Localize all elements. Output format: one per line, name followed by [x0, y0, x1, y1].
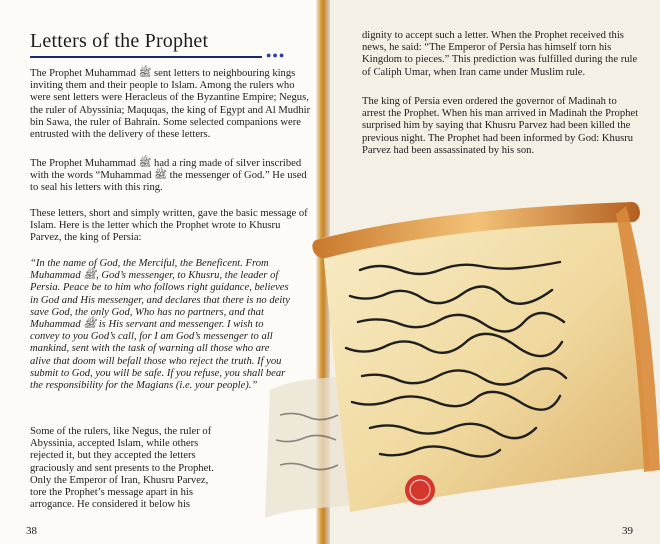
scroll-illustration-icon [230, 200, 660, 520]
title-dots-icon: ●●● [266, 50, 286, 60]
paragraph-letters-sent: The Prophet Muhammad ﷺ sent letters to neighbouring kings inviting them and their people to Islam. Among the rulers who were sent letters were Heracleus of the Byzantine Empire; Negus, the ruler of Abyssinia; Maquqas, the king of Egypt and Al Mudhir bin Sawa, the ruler of Bahrain. Some selected companions were entrusted with the delivery of these letters. [30, 68, 311, 141]
letter-quotation: “In the name of God, the Merciful, the Beneficent. From Muhammad ﷺ, God’s messenger, to Khusru, the leader of Persia. Peace be to him who follows right guidance, believes in God and His messenger, and declares that there is no deity save God, the only God, Who has no partners, and that Muhammad ﷺ is His servant and messenger. I wish to convey to you God’s call, for I am God’s messenger to all mankind, sent with the task of warning all those who are alive that doom will befall those who reject the truth. If you submit to God, you will be safe. If you refuse, you shall bear the responsibility for the Magians (i.e. your people).” [30, 258, 290, 392]
page-title: Letters of the Prophet [30, 30, 209, 52]
title-underline [30, 56, 262, 58]
paragraph-rulers-response: Some of the rulers, like Negus, the ruler of Abyssinia, accepted Islam, while others rejected it, but they accepted the letters graciously and sent presents to the Prophet. Only the Emperor of Iran, Khusru Parvez, tore the Prophet’s message apart in his arrogance. He considered it below his [30, 426, 214, 511]
paragraph-letter-intro: These letters, short and simply written, gave the basic message of Islam. Here is the letter which the Prophet wrote to Khusru Parvez, the king of Persia: [30, 208, 308, 244]
page-number-right: 39 [622, 525, 633, 537]
page-number-left: 38 [26, 525, 37, 537]
paragraph-prediction: dignity to accept such a letter. When the Prophet received this news, he said: “The Emperor of Persia has himself torn his Kingdom to pieces.” This prediction was fulfilled during the rule of Caliph Umar, when Iran came under Muslim rule. [362, 30, 638, 78]
paragraph-king-of-persia: The king of Persia even ordered the governor of Madinah to arrest the Prophet. When his man arrived in Madinah the Prophet surprised him by saying that Khusru Parvez had been killed the previous night. The Prophet had been informed by God: Khusru Parvez had been assassinated by his son. [362, 96, 639, 156]
paragraph-silver-ring: The Prophet Muhammad ﷺ had a ring made of silver inscribed with the words “Muhammad ﷺ the messenger of God.” He used to seal his letters with this ring. [30, 158, 307, 194]
